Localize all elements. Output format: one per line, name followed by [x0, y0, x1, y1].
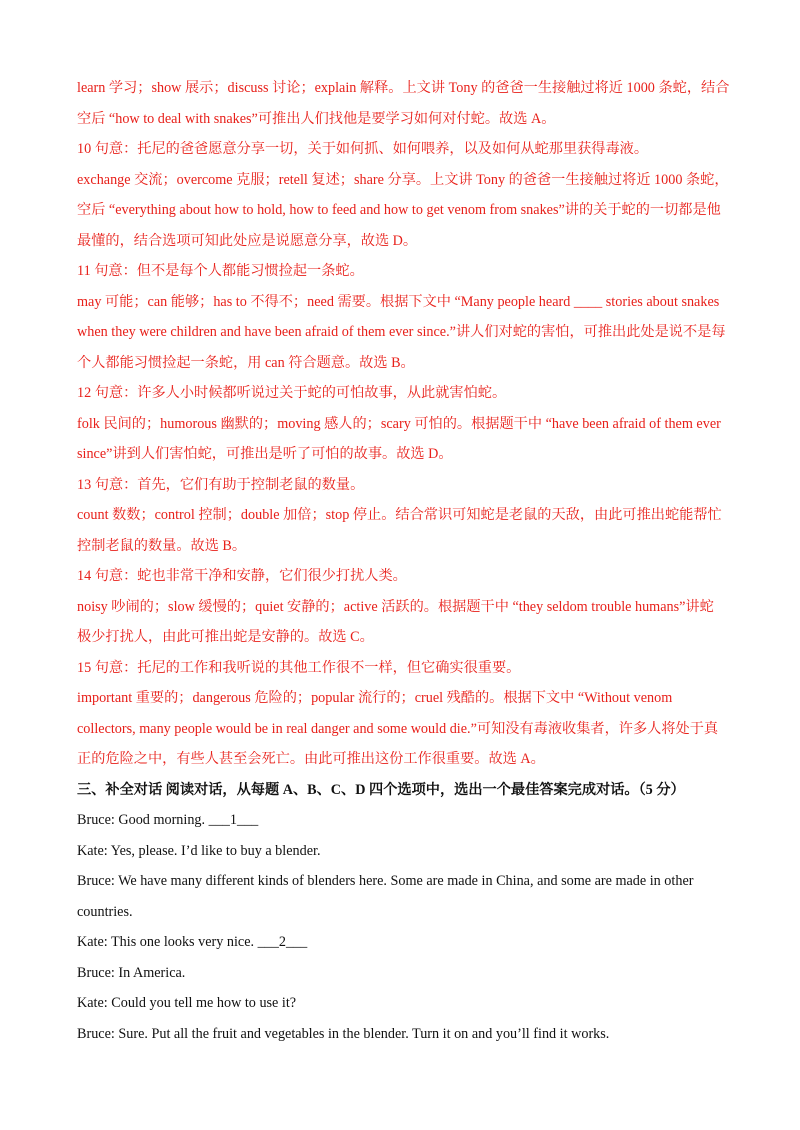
explanation-line: since”讲到人们害怕蛇，可推出是听了可怕的故事。故选 D。	[77, 446, 453, 462]
explanation-line: learn 学习；show 展示；discuss 讨论；explain 解释。上文讲 Tony 的爸爸一生接触过将近 1000 条蛇，结合	[77, 80, 730, 96]
explanation-line: important 重要的；dangerous 危险的；popular 流行的；cruel 残酷的。根据下文中 “Without venom	[77, 690, 673, 706]
explanation-line: 正的危险之中，有些人甚至会死亡。由此可推出这份工作很重要。故选 A。	[77, 751, 545, 767]
explanation-line: collectors, many people would be in real danger and some would die.”可知没有毒液收集者，许多人将处于真	[77, 720, 719, 737]
explanation-line: 空后 “everything about how to hold, how to feed and how to get venom from snakes”讲的关于蛇的一切都是他	[77, 202, 721, 218]
answer-explanations	[77, 73, 730, 775]
section-heading: 三、补全对话 阅读对话，从每题 A、B、C、D 四个选项中，选出一个最佳答案完成对话。（5 分）	[77, 781, 685, 798]
explanation-line: 个人都能习惯捡起一条蛇，用 can 符合题意。故选 B。	[77, 354, 415, 371]
explanation-line: 12 句意：许多人小时候都听说过关于蛇的可怕故事，从此就害怕蛇。	[77, 385, 507, 401]
dialogue-line: Kate: Could you tell me how to use it?	[77, 995, 297, 1011]
dialogue-line: Bruce: We have many different kinds of blenders here. Some are made in China, and some are made in other	[77, 873, 694, 889]
explanation-line: 11 句意：但不是每个人都能习惯捡起一条蛇。	[77, 263, 364, 279]
document-page	[77, 73, 730, 1049]
explanation-line: may 可能；can 能够；has to 不得不；need 需要。根据下文中 “Many people heard ____ stories about snakes	[77, 293, 720, 310]
explanation-line: 控制老鼠的数量。故选 B。	[77, 537, 247, 554]
dialogue-line: Bruce: Good morning. ___1___	[77, 812, 259, 828]
dialogue	[77, 805, 725, 1049]
explanation-line: 13 句意：首先，它们有助于控制老鼠的数量。	[77, 476, 365, 493]
explanation-line: 空后 “how to deal with snakes”可推出人们找他是要学习如何对付蛇。故选 A。	[77, 110, 556, 127]
dialogue-line: Bruce: In America.	[77, 964, 186, 981]
explanation-line: 10 句意：托尼的爸爸愿意分享一切，关于如何抓、如何喂养，以及如何从蛇那里获得毒液。	[77, 141, 649, 157]
explanation-line: when they were children and have been afraid of them ever since.”讲人们对蛇的害怕，可推出此处是说不是每	[77, 324, 726, 340]
explanation-line: exchange 交流；overcome 克服；retell 复述；share 分享。上文讲 Tony 的爸爸一生接触过将近 1000 条蛇，	[77, 171, 729, 188]
explanation-line: count 数数；control 控制；double 加倍；stop 停止。结合常识可知蛇是老鼠的天敌，由此可推出蛇能帮忙	[77, 507, 722, 523]
dialogue-line: Kate: This one looks very nice. ___2___	[77, 934, 308, 950]
explanation-line: noisy 吵闹的；slow 缓慢的；quiet 安静的；active 活跃的。根据题干中 “they seldom trouble humans”讲蛇	[77, 598, 714, 615]
explanation-line: 极少打扰人，由此可推出蛇是安静的。故选 C。	[77, 629, 374, 645]
dialogue-line: countries.	[77, 903, 133, 920]
dialogue-line: Bruce: Sure. Put all the fruit and vegetables in the blender. Turn it on and you’ll find it works.	[77, 1025, 610, 1042]
explanation-line: 最懂的，结合选项可知此处应是说愿意分享，故选 D。	[77, 232, 418, 249]
explanation-line: 15 句意：托尼的工作和我听说的其他工作很不一样，但它确实很重要。	[77, 659, 521, 676]
explanation-line: folk 民间的；humorous 幽默的；moving 感人的；scary 可怕的。根据题干中 “have been afraid of them ever	[77, 415, 721, 432]
explanation-line: 14 句意：蛇也非常干净和安静，它们很少打扰人类。	[77, 568, 407, 584]
dialogue-line: Kate: Yes, please. I’d like to buy a blender.	[77, 842, 321, 859]
